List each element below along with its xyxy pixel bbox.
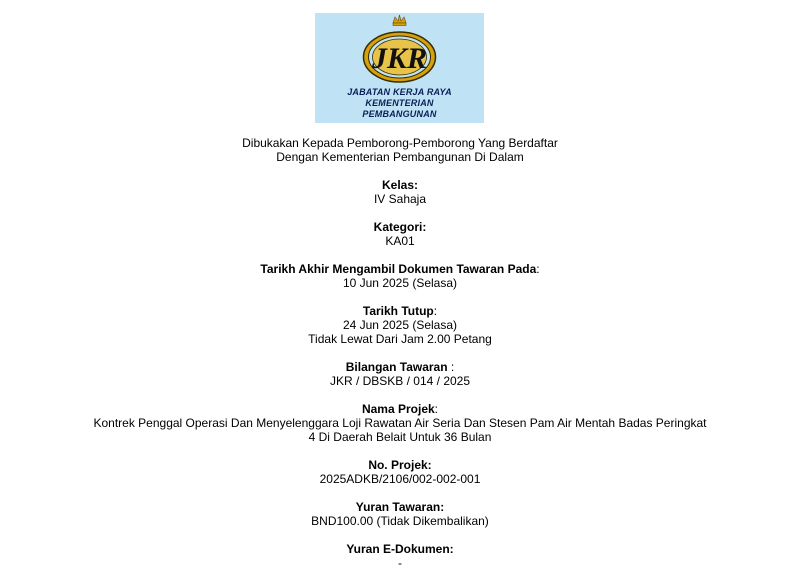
logo-text-line: PEMBANGUNAN	[362, 109, 437, 119]
logo-text-line: KEMENTERIAN	[365, 98, 434, 108]
tender-notice	[0, 136, 800, 570]
tarikh-akhir-label: Tarikh Akhir Mengambil Dokumen Tawaran Pada	[260, 262, 537, 276]
nama-projek-value-cont: 4 Di Daerah Belait Untuk 36 Bulan	[308, 430, 492, 444]
kelas-value: IV Sahaja	[373, 192, 427, 206]
tarikh-akhir-section	[0, 262, 800, 290]
nama-projek-label: Nama Projek	[361, 402, 435, 416]
nama-projek-value: Kontrek Penggal Operasi Dan Menyelenggara Loji Rawatan Air Seria Dan Stesen Pam Air Mentah Badas Peringkat	[93, 416, 707, 430]
tarikh-tutup-colon: :	[433, 304, 438, 318]
yuran-tawaran-label: Yuran Tawaran:	[355, 500, 445, 514]
intro-line: Dibukakan Kepada Pemborong-Pemborong Yang Berdaftar	[242, 136, 558, 150]
tarikh-tutup-label: Tarikh Tutup	[362, 304, 434, 318]
yuran-edokumen-label: Yuran E-Dokumen:	[346, 542, 454, 556]
bilangan-tawaran-value: JKR / DBSKB / 014 / 2025	[329, 374, 471, 388]
no-projek-section	[0, 458, 800, 486]
kelas-label: Kelas:	[381, 178, 419, 192]
nama-projek-colon: :	[434, 402, 439, 416]
logo-text-line: JABATAN KERJA RAYA	[347, 87, 452, 97]
tarikh-tutup-section	[0, 304, 800, 346]
kategori-section	[0, 220, 800, 248]
tarikh-tutup-value: 24 Jun 2025 (Selasa)	[342, 318, 458, 332]
intro-section	[0, 136, 800, 164]
bilangan-tawaran-label: Bilangan Tawaran	[345, 360, 448, 374]
yuran-tawaran-value: BND100.00 (Tidak Dikembalikan)	[311, 514, 489, 528]
no-projek-value: 2025ADKB/2106/002-002-001	[319, 472, 481, 486]
nama-projek-section	[0, 402, 800, 444]
svg-text:JKR: JKR	[371, 42, 428, 75]
tarikh-akhir-value: 10 Jun 2025 (Selasa)	[342, 276, 458, 290]
bilangan-tawaran-section	[0, 360, 800, 388]
intro-line: Dengan Kementerian Pembangunan Di Dalam	[276, 150, 524, 164]
yuran-edokumen-value: -	[398, 556, 402, 570]
yuran-tawaran-section	[0, 500, 800, 528]
kategori-label: Kategori:	[373, 220, 427, 234]
no-projek-label: No. Projek:	[368, 458, 432, 472]
tarikh-akhir-colon: :	[536, 262, 540, 276]
kategori-value: KA01	[385, 234, 415, 248]
bilangan-tawaran-colon: :	[447, 360, 455, 374]
kelas-section	[0, 178, 800, 206]
jkr-logo	[315, 13, 484, 123]
tarikh-tutup-time: Tidak Lewat Dari Jam 2.00 Petang	[308, 332, 492, 346]
